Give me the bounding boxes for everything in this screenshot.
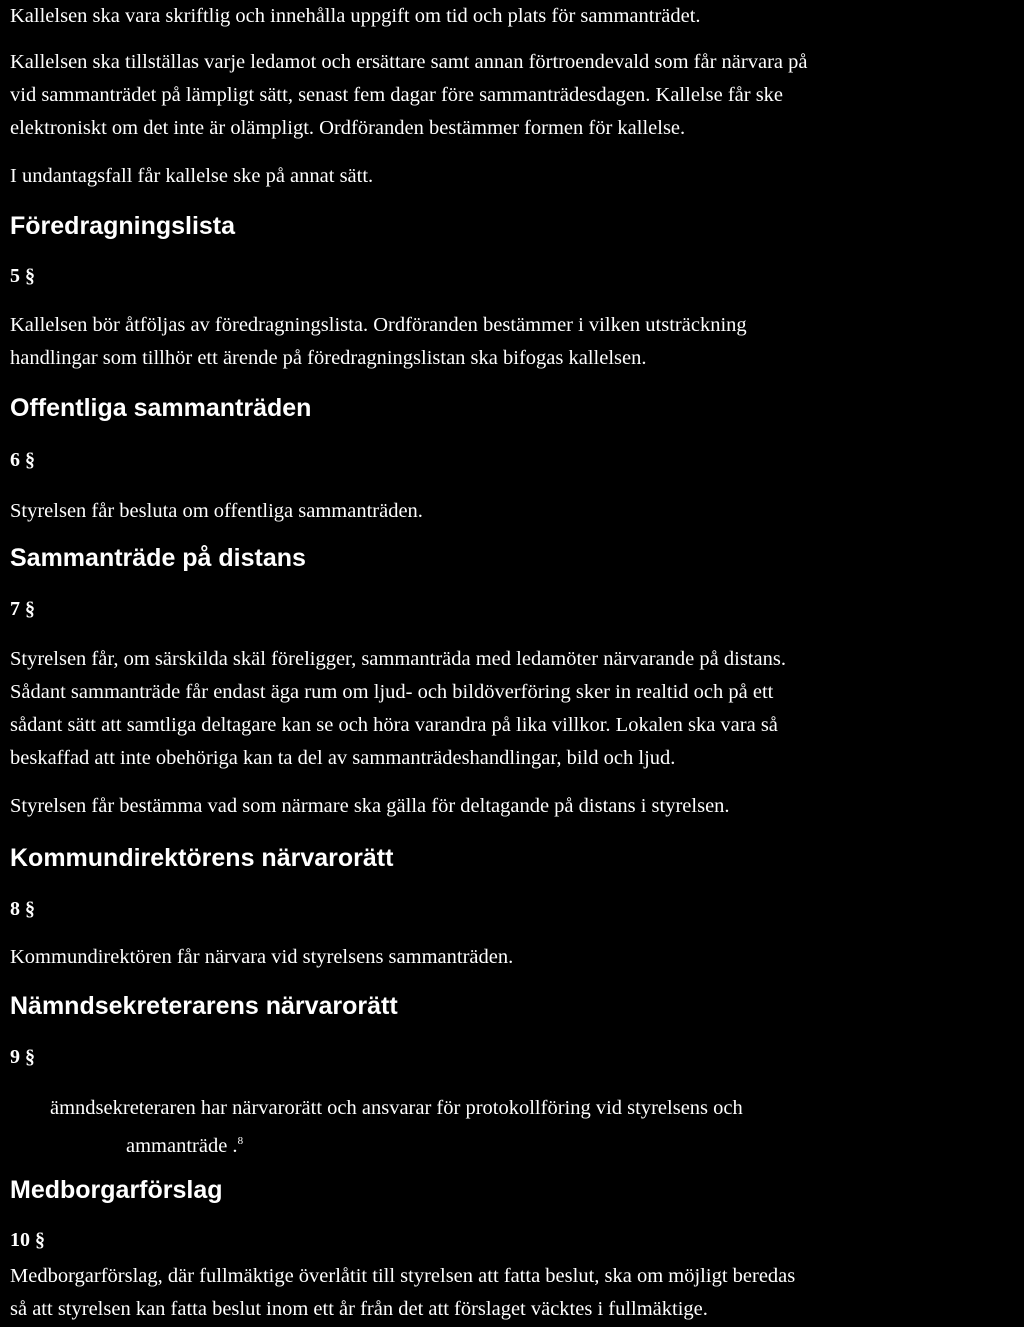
- section-paragraph-line: Kallelsen bör åtföljas av föredragningslista. Ordföranden bestämmer i vilken utsträckning: [10, 314, 747, 336]
- section-heading: Offentliga sammanträden: [10, 394, 312, 422]
- section-paragraph-line: Styrelsen får besluta om offentliga sammanträden.: [10, 500, 423, 522]
- section-paragraph-line: Kommundirektören får närvara vid styrelsens sammanträden.: [10, 946, 514, 968]
- section-paragraph: [50, 1092, 743, 1125]
- footnote-marker: 8: [237, 1135, 244, 1147]
- section-paragraph: [10, 643, 786, 775]
- section-paragraph: [10, 1260, 795, 1326]
- intro-paragraph-2-line: Kallelsen ska tillställas varje ledamot och ersättare samt annan förtroendevald som får närvara på: [10, 51, 808, 73]
- section-paragraph-line: Sådant sammanträde får endast äga rum om ljud- och bildöverföring sker in realtid och på ett: [10, 681, 774, 703]
- section-heading: Nämndsekreterarens närvarorätt: [10, 992, 398, 1020]
- section-paragraph-line: handlingar som tillhör ett ärende på föredragningslistan ska bifogas kallelsen.: [10, 347, 647, 369]
- section-paragraph-line: Styrelsen får, om särskilda skäl föreligger, sammanträda med ledamöter närvarande på distans.: [10, 648, 786, 670]
- section-paragraph-line: så att styrelsen kan fatta beslut inom ett år från det att förslaget väcktes i fullmäktige.: [10, 1298, 708, 1320]
- section-heading: Kommundirektörens närvarorätt: [10, 844, 394, 872]
- intro-paragraph-1: Kallelsen ska vara skriftlig och innehålla uppgift om tid och plats för sammanträdet.: [10, 5, 701, 27]
- intro-paragraph-2-line: vid sammanträdet på lämpligt sätt, senast fem dagar före sammanträdesdagen. Kallelse får ske: [10, 84, 784, 106]
- section-heading: Medborgarförslag: [10, 1176, 223, 1204]
- intro-paragraph-2: [10, 46, 807, 145]
- section-paragraph: [10, 790, 730, 823]
- section-heading: Föredragningslista: [10, 212, 236, 240]
- section-paragraph-line: sådant sätt att samtliga deltagare kan se och höra varandra på lika villkor. Lokalen ska vara så: [10, 714, 778, 736]
- paragraph-number: 6 §: [10, 449, 35, 471]
- section-paragraph-line: Styrelsen får bestämma vad som närmare ska gälla för deltagande på distans i styrelsen.: [10, 795, 730, 817]
- section-paragraph: [126, 1125, 243, 1163]
- intro-paragraph-2-line: elektroniskt om det inte är olämpligt. Ordföranden bestämmer formen för kallelse.: [10, 117, 686, 139]
- paragraph-number: 8 §: [10, 898, 35, 920]
- section-paragraph-line: Medborgarförslag, där fullmäktige överlåtit till styrelsen att fatta beslut, ska om möjligt beredas: [10, 1265, 796, 1287]
- section-paragraph-line: ämndsekreteraren har närvarorätt och ansvarar för protokollföring vid styrelsens och: [50, 1097, 743, 1119]
- section-paragraph: [10, 941, 513, 974]
- section-paragraph-line: ammanträde .: [126, 1134, 238, 1157]
- section-paragraph-line: beskaffad att inte obehöriga kan ta del av sammanträdeshandlingar, bild och ljud.: [10, 747, 676, 769]
- intro-paragraph-3: I undantagsfall får kallelse ske på annat sätt.: [10, 165, 374, 187]
- paragraph-number: 7 §: [10, 598, 35, 620]
- paragraph-number: 9 §: [10, 1046, 35, 1068]
- paragraph-number: 10 §: [10, 1229, 45, 1251]
- section-paragraph: [10, 309, 747, 375]
- paragraph-number: 5 §: [10, 265, 35, 287]
- section-paragraph: [10, 495, 423, 528]
- section-heading: Sammanträde på distans: [10, 544, 306, 572]
